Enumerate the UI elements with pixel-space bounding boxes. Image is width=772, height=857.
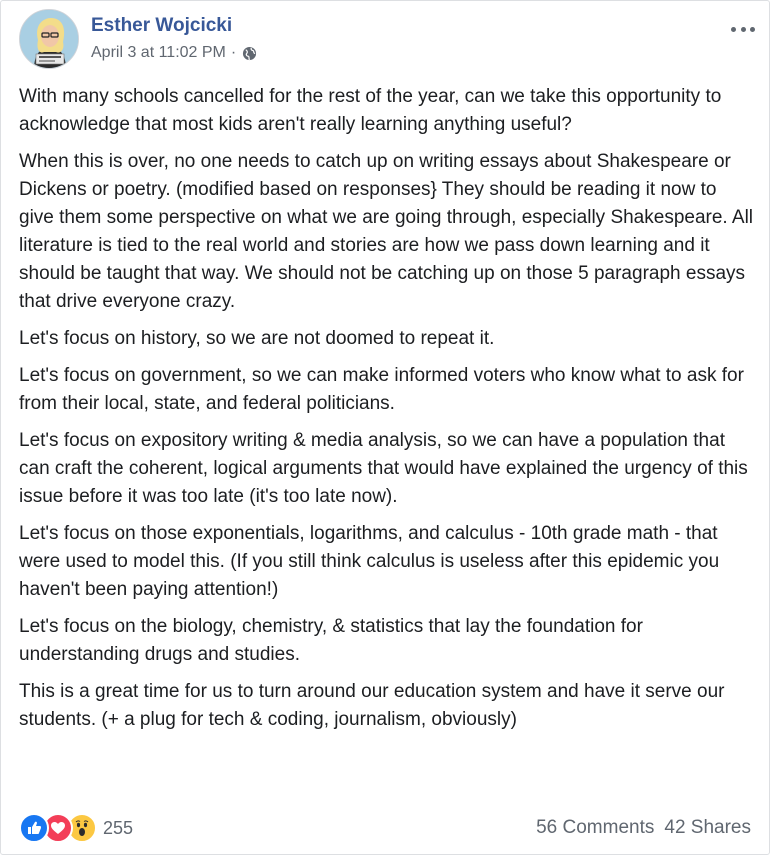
post-meta [91,44,257,62]
reactions-summary[interactable] [19,813,133,843]
post-paragraph: Let's focus on expository writing & media analysis, so we can have a population that can craft the coherent, logical arguments that would have explained the urgency of this issue before it was too late (it's too late now). [19,430,748,507]
post-header [19,9,769,71]
globe-icon[interactable] [242,46,257,61]
engagement-stats [536,817,751,839]
post-paragraph: This is a great time for us to turn around our education system and have it serve our students. (+ a plug for tech & coding, journalism, obviously) [19,681,725,730]
post-paragraph: Let's focus on government, so we can make informed voters who know what to ask for from their local, state, and federal politicians. [19,365,744,414]
reaction-icons [19,813,91,843]
post-paragraph: Let's focus on history, so we are not doomed to repeat it. [19,328,495,349]
post-paragraph: With many schools cancelled for the rest of the year, can we take this opportunity to acknowledge that most kids aren't really learning anything useful? [19,86,722,135]
comments-count-link[interactable]: 56 Comments [536,817,655,838]
shares-count-link[interactable]: 42 Shares [664,817,751,838]
author-name-link[interactable]: Esther Wojcicki [91,15,233,36]
author-avatar[interactable] [19,9,79,69]
post-paragraph: When this is over, no one needs to catch up on writing essays about Shakespeare or Dickens or poetry. (modified based on responses} They should be reading it now to give them some perspective on what we are going through, especially Shakespeare. All literature is tied to the real world and stories are how we pass down learning and it should be taught that way. We should not be catching up on those 5 paragraph essays that drive everyone crazy. [19,151,754,312]
like-icon [19,813,49,843]
post-footer [19,813,751,843]
reaction-count[interactable]: 255 [103,817,134,838]
post-timestamp-link[interactable]: April 3 at 11:02 PM [91,44,226,61]
post-paragraph: Let's focus on the biology, chemistry, & statistics that lay the foundation for understanding drugs and studies. [19,616,643,665]
more-options-icon[interactable] [731,23,755,35]
meta-separator: · [230,44,237,61]
post-paragraph: Let's focus on those exponentials, logarithms, and calculus - 10th grade math - that were used to model this. (If you still think calculus is useless after this epidemic you haven't been paying attention!) [19,523,720,600]
post-body [19,83,754,743]
